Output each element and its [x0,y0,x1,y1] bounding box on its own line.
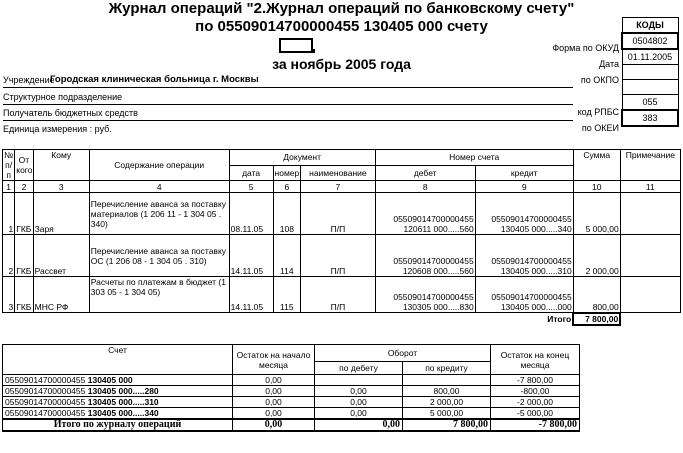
row-credit: 05509014700000455 130405 000.....310 [475,235,573,277]
subdivision-underline [3,104,573,105]
selection-marker [279,38,313,53]
rpbs-label: код РПБС [577,107,619,117]
summary-header-account: Счет [3,345,233,375]
summary-credit: 800,00 [403,386,491,397]
institution-value: Городская клиническая больница г. Москвы [50,74,259,85]
row-content: Перечисление аванса за поставку материалов (1 206 11 - 1 304 05 . 340) [89,193,229,235]
summary-debit [315,375,403,386]
col-num: 4 [89,181,229,193]
summary-debit: 0,00 [315,386,403,397]
summary-debit: 0,00 [315,408,403,420]
row-num: 1 [3,193,15,235]
header-num: № п/п [4,150,14,180]
row-note [620,193,680,235]
col-num: 5 [229,181,273,193]
okpo-code [622,65,678,80]
col-num: 11 [620,181,680,193]
unit-label: Единица измерения : руб. [3,124,112,134]
row-debit: 05509014700000455 120608 000.....560 [375,235,475,277]
date-label: Дата [599,59,619,69]
codes-box [621,17,679,127]
row-debit: 05509014700000455 120611 000.....560 [375,193,475,235]
okpo-label: по ОКПО [580,75,619,85]
col-num: 3 [33,181,89,193]
summary-total-label: Итого по журналу операций [3,419,233,431]
total-label: Итого [3,313,574,325]
period-title: за ноябрь 2005 года [272,56,411,72]
summary-row [3,375,580,386]
selection-marker-handle [311,49,315,53]
row-sum: 2 000,00 [573,235,620,277]
summary-table [2,344,580,432]
header-from: От кого [15,150,33,181]
header-date: дата [229,165,273,181]
row-sum: 5 000,00 [573,193,620,235]
date-code: 01.11.2005 [622,49,678,65]
summary-account: 05509014700000455 130405 000.....280 [3,386,233,397]
col-num: 8 [375,181,475,193]
summary-header-turnover: Оборот [315,345,491,362]
summary-row [3,386,580,397]
total-sum: 7 800,00 [573,313,620,325]
summary-total-row [3,419,580,431]
summary-row [3,397,580,408]
col-num: 2 [15,181,33,193]
row-date: 08.11.05 [229,193,273,235]
table-row [3,235,681,277]
summary-total-credit: 7 800,00 [403,419,491,431]
okud-code: 0504802 [622,33,678,49]
rpbs-code: 055 [622,95,678,111]
summary-total-debit: 0,00 [315,419,403,431]
col-num: 10 [573,181,620,193]
col-num: 9 [475,181,573,193]
summary-account: 05509014700000455 130405 000.....310 [3,397,233,408]
summary-end: -5 000,00 [491,408,580,420]
header-credit: кредит [475,165,573,181]
row-number: 115 [273,277,301,313]
row-note [620,277,680,313]
recipient-label: Получатель бюджетных средств [3,108,138,118]
row-number: 114 [273,235,301,277]
summary-start: 0,00 [233,397,315,408]
institution-label: Учреждение [3,75,55,85]
row-note [620,235,680,277]
row-num: 2 [3,235,15,277]
col-num: 6 [273,181,301,193]
operations-table [2,149,681,326]
col-num: 1 [3,181,15,193]
summary-header-debit: по дебету [315,362,403,375]
summary-end: -7 800,00 [491,375,580,386]
row-doc-name: П/П [301,193,376,235]
summary-end: -2 000,00 [491,397,580,408]
codes-header: КОДЫ [622,18,678,34]
institution-underline [3,87,573,88]
summary-debit: 0,00 [315,397,403,408]
row-to: Заря [33,193,89,235]
header-content: Содержание операции [89,150,229,181]
row-credit: 05509014700000455 130405 000.....000 [475,277,573,313]
header-document: Документ [229,150,375,166]
summary-row [3,408,580,420]
summary-credit [403,375,491,386]
summary-credit: 5 000,00 [403,408,491,420]
row-date: 14.11.05 [229,277,273,313]
summary-header-end: Остаток на конец месяца [491,345,580,375]
summary-header-credit: по кредиту [403,362,491,375]
row-content: Перечисление аванса за поставку ОС (1 206 08 - 1 304 05 . 310) [89,235,229,277]
row-sum: 800,00 [573,277,620,313]
summary-start: 0,00 [233,408,315,420]
header-sum: Сумма [573,150,620,181]
summary-account: 05509014700000455 130405 000 [3,375,233,386]
summary-total-start: 0,00 [233,419,315,431]
row-from: ГКБ [15,235,33,277]
okei-code: 383 [622,110,678,126]
row-credit: 05509014700000455 130405 000.....340 [475,193,573,235]
subdivision-label: Структурное подразделение [3,92,123,102]
okei-label: по ОКЕИ [581,123,619,133]
table-row [3,193,681,235]
table-row [3,277,681,313]
okud-label: Форма по ОКУД [552,43,619,53]
header-number: номер [273,165,301,181]
account-title: по 05509014700000455 130405 000 счету [195,18,488,35]
header-to: Кому [33,150,89,181]
row-doc-name: П/П [301,235,376,277]
recipient-underline [3,120,573,121]
col-num: 7 [301,181,376,193]
summary-end: -800,00 [491,386,580,397]
summary-header-start: Остаток на начало месяца [233,345,315,375]
summary-account: 05509014700000455 130405 000.....340 [3,408,233,420]
row-to: Рассвет [33,235,89,277]
header-account: Номер счета [375,150,573,166]
summary-start: 0,00 [233,375,315,386]
row-to: МНС РФ [33,277,89,313]
header-debit: дебет [375,165,475,181]
row-from: ГКБ [15,193,33,235]
row-from: ГКБ [15,277,33,313]
header-name: наименование [301,165,376,181]
header-note: Примечание [620,150,680,181]
row-num: 3 [3,277,15,313]
journal-title: Журнал операций "2.Журнал операций по банковскому счету" [108,0,575,17]
summary-start: 0,00 [233,386,315,397]
summary-total-end: -7 800,00 [491,419,580,431]
row-number: 108 [273,193,301,235]
summary-credit: 2 000,00 [403,397,491,408]
empty-code-1 [622,80,678,95]
row-content: Расчеты по платежам в бюджет (1 303 05 - 1 304 05) [89,277,229,313]
row-debit: 05509014700000455 130305 000.....830 [375,277,475,313]
row-date: 14.11.05 [229,235,273,277]
row-doc-name: П/П [301,277,376,313]
